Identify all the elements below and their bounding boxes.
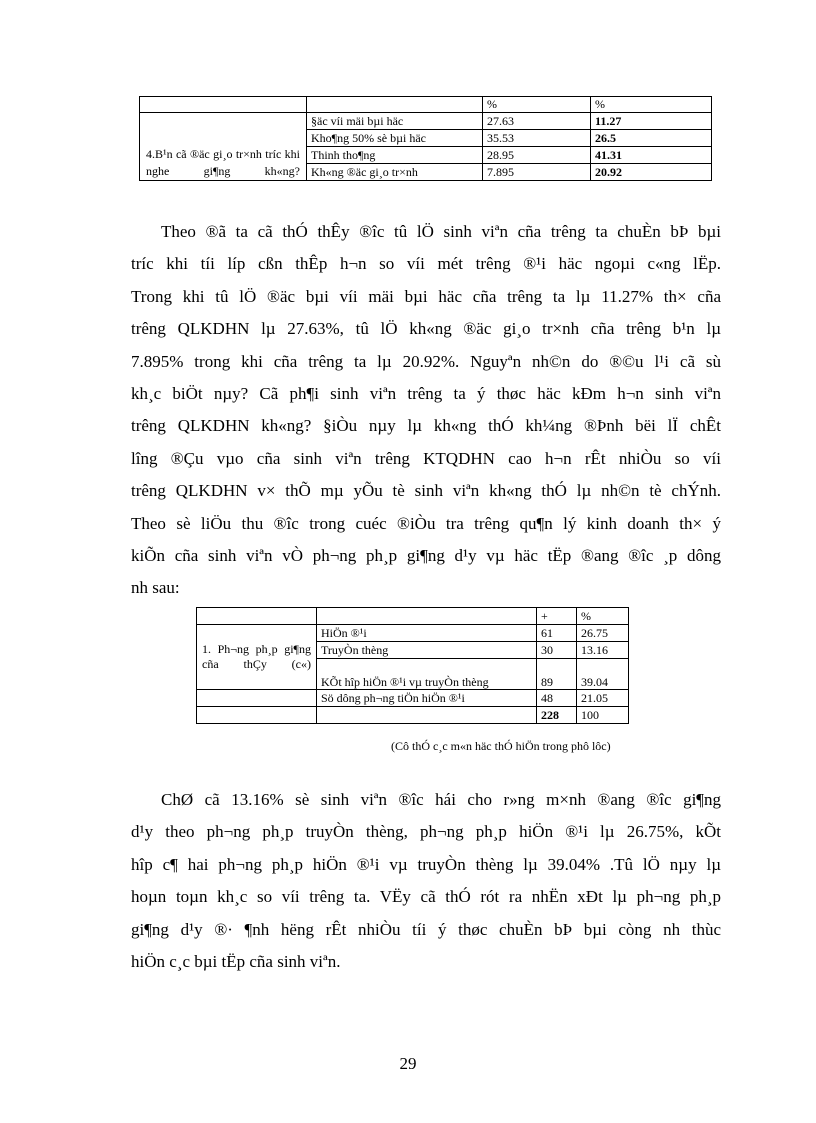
answer-label: §äc víi mäi bµi häc xyxy=(307,113,483,130)
survey-question: 1. Ph¬ng ph¸p gi¶ng cña thÇy (c«) xyxy=(197,625,317,690)
table-row xyxy=(197,625,629,642)
value-our-school: 20.92 xyxy=(591,164,712,181)
percent-value: 21.05 xyxy=(577,690,629,707)
answer-label: HiÖn ®¹i xyxy=(317,625,537,642)
body-paragraph-1: Theo ®ã ta cã thÓ thÊy ®îc tû lÖ sinh viªn cña trêng ta chuÈn bÞ bµi tríc khi tíi líp cßn thÊp h¬n so víi mét trêng ®¹i häc ngoµi c«ng lËp. Trong khi tû lÖ ®äc bµi víi mäi bµi häc cña trêng ta lµ 11.27% th× cña trêng QLKDHN lµ 27.63%, tû lÖ kh«ng ®äc gi¸o tr×nh cña trêng b¹n lµ 7.895% trong khi cña trêng ta lµ 20.92%. Nguyªn nh©n do ®©u l¹i cã sù kh¸c biÖt nµy? Cã ph¶i sinh viªn trêng ta ý thøc häc kÐm h¬n sinh viªn trêng QLKDHN kh«ng? §iÒu nµy lµ kh«ng thÓ kh¼ng ®Þnh bëi lÏ chÊt lîng ®Çu vµo cña sinh viªn trêng KTQDHN cao h¬n rÊt nhiÒu so víi trêng QLKDHN v× thÕ mµ yÕu tè sinh viªn kh«ng thÓ lµ nh©n tè chÝnh. Theo sè liÖu thu ®îc trong cuéc ®iÒu tra trêng qu¶n lý kinh doanh th× ý kiÕn cña sinh viªn vÒ ph¬ng ph¸p gi¶ng d¹y vµ häc tËp ®ang ®îc ¸p dông nh sau: xyxy=(131,222,721,598)
value-other-school: 35.53 xyxy=(483,130,591,147)
answer-label: KÕt hîp hiÖn ®¹i vµ truyÒn thèng xyxy=(317,659,537,690)
count-value: 61 xyxy=(537,625,577,642)
percent-value: 26.75 xyxy=(577,625,629,642)
answer-label: Kh«ng ®äc gi¸o tr×nh xyxy=(307,164,483,181)
answer-label: Kho¶ng 50% sè bµi häc xyxy=(307,130,483,147)
percent-value: 39.04 xyxy=(577,659,629,690)
total-percent: 100 xyxy=(577,707,629,724)
table-row xyxy=(140,113,712,130)
value-other-school: 27.63 xyxy=(483,113,591,130)
value-our-school: 41.31 xyxy=(591,147,712,164)
survey-question: 4.B¹n cã ®äc gi¸o tr×nh tríc khi nghe gi¶ng kh«ng? xyxy=(140,113,307,181)
column-header-percent: % xyxy=(591,97,712,113)
column-header-percent: % xyxy=(483,97,591,113)
answer-label: TruyÒn thèng xyxy=(317,642,537,659)
total-count: 228 xyxy=(537,707,577,724)
table-header-row xyxy=(197,608,629,625)
value-our-school: 26.5 xyxy=(591,130,712,147)
count-value: 30 xyxy=(537,642,577,659)
survey-table-teaching-method xyxy=(196,607,629,724)
value-our-school: 11.27 xyxy=(591,113,712,130)
survey-table-preparation xyxy=(139,96,712,181)
value-other-school: 28.95 xyxy=(483,147,591,164)
table-row xyxy=(197,690,629,707)
count-value: 48 xyxy=(537,690,577,707)
value-other-school: 7.895 xyxy=(483,164,591,181)
table-note: (Cô thÓ c¸c m«n häc thÓ hiÖn trong phô lôc) xyxy=(391,739,611,753)
answer-label: Thinh tho¶ng xyxy=(307,147,483,164)
percent-value: 13.16 xyxy=(577,642,629,659)
table-total-row xyxy=(197,707,629,724)
body-paragraph-2: ChØ cã 13.16% sè sinh viªn ®îc hái cho r»ng m×nh ®ang ®îc gi¶ng d¹y theo ph¬ng ph¸p truyÒn thèng, ph¬ng ph¸p hiÖn ®¹i lµ 26.75%, kÕt hîp c¶ hai ph¬ng ph¸p hiÖn ®¹i vµ truyÒn thèng lµ 39.04% .Tû lÖ nµy lµ hoµn toµn kh¸c so víi trêng ta. VËy cã thÓ rót ra nhËn xÐt lµ ph¬ng ph¸p gi¶ng d¹y ®· ¶nh hëng rÊt nhiÒu tíi ý thøc chuÈn bÞ bµi còng nh thùc hiÖn c¸c bµi tËp cña sinh viªn. xyxy=(131,790,721,972)
page-number: 29 xyxy=(399,1054,417,1073)
table-header-row xyxy=(140,97,712,113)
column-header-percent: % xyxy=(577,608,629,625)
count-value: 89 xyxy=(537,659,577,690)
column-header-count: + xyxy=(537,608,577,625)
answer-label: Sö dông ph¬ng tiÖn hiÖn ®¹i xyxy=(317,690,537,707)
